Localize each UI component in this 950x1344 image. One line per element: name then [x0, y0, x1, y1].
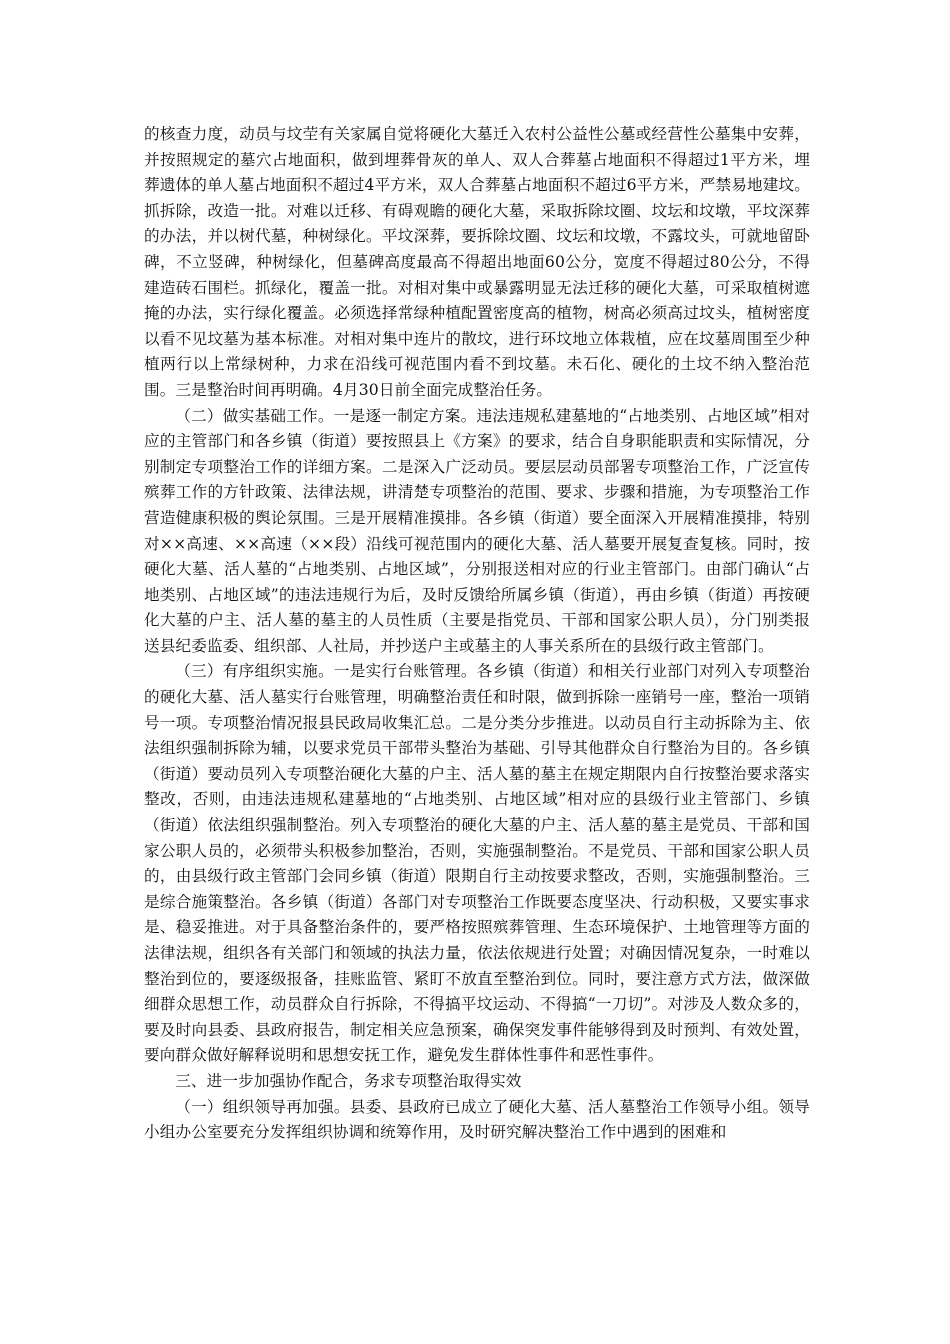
- heading-part-3-coordination: 三、进一步加强协作配合，务求专项整治取得实效: [175, 1071, 522, 1090]
- paragraph-continuation-grave-policy: 的核查力度，动员与坟茔有关家属自觉将硬化大墓迁入农村公益性公墓或经营性公墓集中安葬，并按照规定的墓穴占地面积，做到埋葬骨灰的单人、双人合葬墓占地面积不得超过1平方米，埋葬遗体的单人墓占地面积不超过4平方米，双人合葬墓占地面积不超过6平方米，严禁易地建坟。抓拆除，改造一批。对难以迁移、有碍观瞻的硬化大墓，采取拆除坟圈、坟坛和坟墩，平坟深葬的办法，并以树代墓，种树绿化。平坟深葬，要拆除坟圈、坟坛和坟墩，不露坟头，可就地留卧碑，不立竖碑，种树绿化，但墓碑高度最高不得超出地面60公分，宽度不得超过80公分，不得建造砖石围栏。抓绿化，覆盖一批。对相对集中或暴露明显无法迁移的硬化大墓，可采取植树遮掩的办法，实行绿化覆盖。必须选择常绿种植配置密度高的植物，树高必须高过坟头，植树密度以看不见坟墓为基本标准。对相对集中连片的散坟，进行环坟地立体栽植，应在坟墓周围至少种植两行以上常绿树种，力求在沿线可视范围内看不到坟墓。未石化、硬化的土坟不纳入整治范围。三是整治时间再明确。4月30日前全面完成整治任务。: [144, 125, 810, 399]
- paragraph-section-2-foundation-work: （二）做实基础工作。一是逐一制定方案。违法违规私建墓地的“占地类别、占地区域”相对应的主管部门和各乡镇（街道）要按照县上《方案》的要求，结合自身职能职责和实际情况，分别制定专项整治工作的详细方案。二是深入广泛动员。要层层动员部署专项整治工作，广泛宣传殡葬工作的方针政策、法律法规，讲清楚专项整治的范围、要求、步骤和措施，为专项整治工作营造健康积极的舆论氛围。三是开展精准摸排。各乡镇（街道）要全面深入开展精准摸排，特别对××高速、××高速（××段）沿线可视范围内的硬化大墓、活人墓要开展复查复核。同时，按硬化大墓、活人墓的“占地类别、占地区域”，分别报送相对应的行业主管部门。由部门确认“占地类别、占地区域”的违法违规行为后，及时反馈给所属乡镇（街道），再由乡镇（街道）再按硬化大墓的户主、活人墓的墓主的人员性质（主要是指党员、干部和国家公职人员），分门别类报送县纪委监委、组织部、人社局，并抄送户主或墓主的人事关系所在的县级行政主管部门。: [144, 406, 810, 655]
- paragraph-section-3-implementation: （三）有序组织实施。一是实行台账管理。各乡镇（街道）和相关行业部门对列入专项整治的硬化大墓、活人墓实行台账管理，明确整治责任和时限，做到拆除一座销号一座，整治一项销号一项。专项整治情况报县民政局收集汇总。二是分类分步推进。以动员自行主动拆除为主、依法组织强制拆除为辅，以要求党员干部带头整治为基础、引导其他群众自行整治为目的。各乡镇（街道）要动员列入专项整治硬化大墓的户主、活人墓的墓主在规定期限内自行按整治要求落实整改，否则，由违法违规私建墓地的“占地类别、占地区域”相对应的县级行业主管部门、乡镇（街道）依法组织强制整治。列入专项整治的硬化大墓的户主、活人墓的墓主是党员、干部和国家公职人员的，必须带头积极参加整治，否则，实施强制整治。不是党员、干部和国家公职人员的，由县级行政主管部门会同乡镇（街道）限期自行主动按要求整改，否则，实施强制整治。三是综合施策整治。各乡镇（街道）各部门对专项整治工作既要态度坚决、行动积极，又要实事求是、稳妥推进。对于具备整治条件的，要严格按照殡葬管理、生态环境保护、土地管理等方面的法律法规，组织各有关部门和领域的执法力量，依法依规进行处置；对确因情况复杂，一时难以整治到位的，要逐级报备，挂账监管、紧盯不放直至整治到位。同时，要注意方式方法，做深做细群众思想工作，动员群众自行拆除，不得搞平坟运动、不得搞“一刀切”。对涉及人数众多的，要及时向县委、县政府报告，制定相关应急预案，确保突发事件能够得到及时预判、有效处置，要向群众做好解释说明和思想安抚工作，避免发生群体性事件和恶性事件。: [144, 662, 810, 1065]
- document-page: [144, 122, 810, 1146]
- paragraph-section-1-leadership: （一）组织领导再加强。县委、县政府已成立了硬化大墓、活人墓整治工作领导小组。领导小组办公室要充分发挥组织协调和统筹作用，及时研究解决整治工作中遇到的困难和: [144, 1097, 810, 1142]
